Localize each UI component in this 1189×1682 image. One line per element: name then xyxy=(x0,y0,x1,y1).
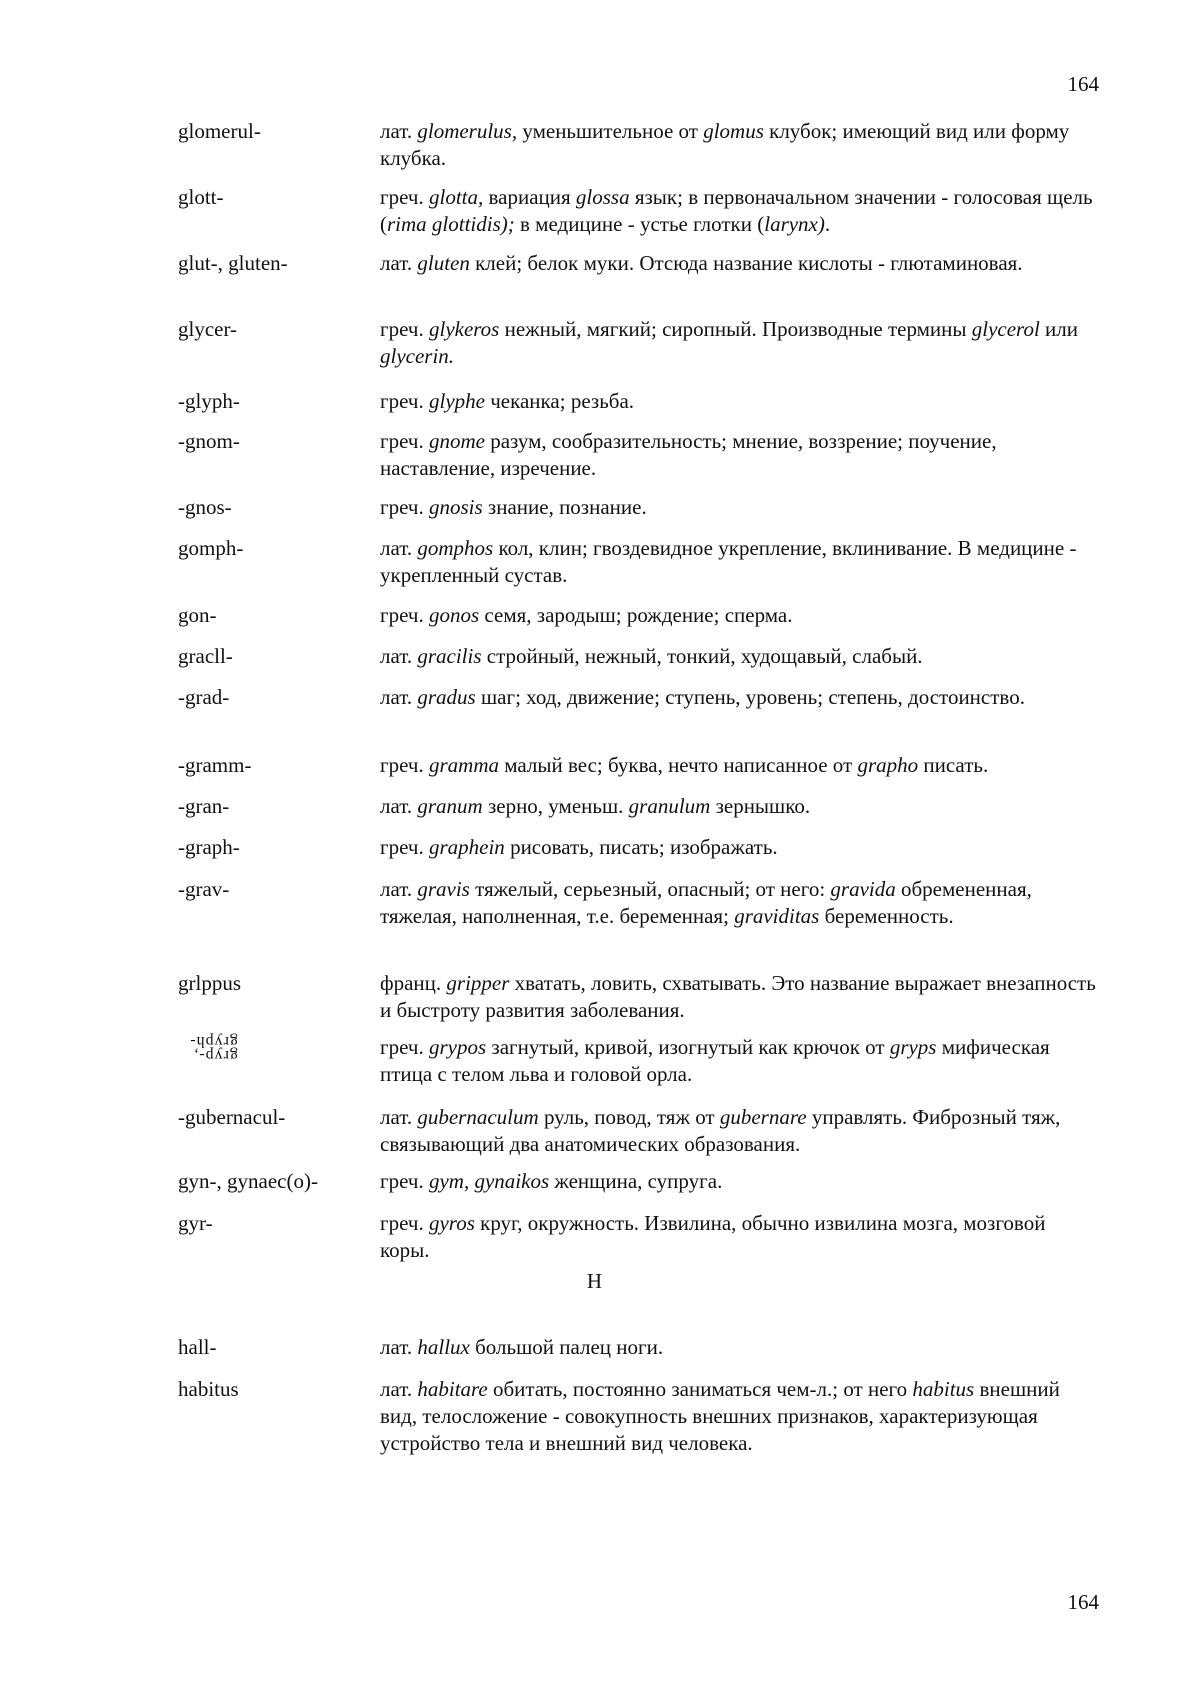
entry-term: glomerul- xyxy=(178,119,261,143)
definition-italic-term: gradus xyxy=(417,685,476,709)
definition-italic-term: glotta, xyxy=(428,185,484,209)
entry-definition xyxy=(380,388,1100,415)
definition-italic-term: habitus xyxy=(912,1377,975,1401)
definition-italic-term: gnome xyxy=(428,429,485,453)
definition-text: греч. xyxy=(380,1169,429,1193)
definition-italic-term: gripper xyxy=(446,971,510,995)
entry-definition xyxy=(380,876,1100,930)
definition-text: разум, сообразительность; мнение, воззрение; поучение, наставление, изречение. xyxy=(380,429,997,480)
definition-text: греч. xyxy=(380,317,429,341)
entry-term: -grad- xyxy=(178,685,230,709)
definition-italic-term: glykeros xyxy=(428,317,500,341)
definition-text: вариация xyxy=(483,185,576,209)
entry-term: gyr- xyxy=(178,1211,213,1235)
definition-italic-term: glycerin. xyxy=(380,344,455,368)
definition-text: внешний вид, телосложение - совокупность внешних признаков, характеризующая устройство тела и внешний вид человека. xyxy=(380,1377,1060,1455)
entry-definition xyxy=(380,1376,1100,1457)
definition-text: греч. xyxy=(380,185,429,209)
definition-text: греч. xyxy=(380,495,429,519)
entry-term: glott- xyxy=(178,185,224,209)
definition-text: рисовать, писать; изображать. xyxy=(504,835,778,859)
definition-text: писать. xyxy=(918,753,989,777)
definition-text: греч. xyxy=(380,389,429,413)
entry-term: gracll- xyxy=(178,644,233,668)
entry-term-rotated: gryp-, gryph- xyxy=(189,1033,238,1064)
definition-text: уменьшительное от xyxy=(517,119,704,143)
definition-text: язык; в первоначальном значении - голосовая щель ( xyxy=(380,185,1093,236)
entry-term: -gran- xyxy=(178,794,230,818)
entry-definition xyxy=(380,1104,1100,1158)
definition-text: франц. xyxy=(380,971,447,995)
definition-italic-term: rima glottidis); xyxy=(387,212,515,236)
definition-italic-term: glycerol xyxy=(971,317,1040,341)
definition-text: беременность. xyxy=(819,904,954,928)
definition-text: круг, окружность. Извилина, обычно извилина мозга, мозговой коры. xyxy=(380,1211,1046,1262)
definition-text: лат. xyxy=(380,536,418,560)
entry-definition xyxy=(380,535,1100,589)
definition-italic-term: gonos xyxy=(428,603,480,627)
entry-term: -grav- xyxy=(178,877,230,901)
definition-text: кол, клин; гвоздевидное укрепление, вклинивание. В медицине - укрепленный сустав. xyxy=(380,536,1077,587)
definition-text: нежный, мягкий; сиропный. Производные термины xyxy=(499,317,972,341)
definition-italic-term: gracilis xyxy=(417,644,482,668)
definition-italic-term: gubernaculum xyxy=(417,1105,539,1129)
entry-definition xyxy=(380,793,1100,820)
entry-definition xyxy=(380,970,1100,1024)
definition-text: лат. xyxy=(380,1377,418,1401)
definition-text: мифическая птица с телом льва и головой орла. xyxy=(380,1035,1050,1086)
definition-text: обитать, постоянно заниматься чем-л.; от него xyxy=(487,1377,913,1401)
definition-text: . xyxy=(824,212,831,236)
definition-text: малый вес; буква, нечто написанное от xyxy=(499,753,858,777)
entry-definition xyxy=(380,250,1100,277)
definition-italic-term: gryps xyxy=(889,1035,937,1059)
definition-italic-term: glomerulus, xyxy=(417,119,518,143)
definition-text: лат. xyxy=(380,1335,418,1359)
definition-italic-term: glossa xyxy=(575,185,630,209)
definition-italic-term: gluten xyxy=(417,251,470,275)
definition-italic-term: habitare xyxy=(417,1377,488,1401)
definition-text: в медицине - устье глотки ( xyxy=(514,212,765,236)
definition-italic-term: graviditas xyxy=(734,904,820,928)
definition-text: женщина, супруга. xyxy=(549,1169,723,1193)
definition-italic-term: glyphe xyxy=(428,389,485,413)
entry-term: grlppus xyxy=(178,971,241,995)
definition-italic-term: gubernare xyxy=(719,1105,807,1129)
entry-definition xyxy=(380,184,1100,238)
definition-italic-term: gyros xyxy=(428,1211,475,1235)
definition-italic-term: larynx) xyxy=(764,212,825,236)
entry-definition xyxy=(380,1334,1100,1361)
entry-term: -gnos- xyxy=(178,495,232,519)
definition-italic-term: granulum xyxy=(628,794,711,818)
definition-text: греч. xyxy=(380,835,429,859)
definition-text: лат. xyxy=(380,794,418,818)
definition-text: семя, зародыш; рождение; сперма. xyxy=(479,603,793,627)
definition-text: загнутый, кривой, изогнутый как крючок от xyxy=(486,1035,890,1059)
definition-italic-term: grapho xyxy=(857,753,919,777)
definition-text: хватать, ловить, схватывать. Это название выражает внезапность и быстроту развития заболевания. xyxy=(380,971,1096,1022)
definition-text: греч. xyxy=(380,429,429,453)
definition-text: лат. xyxy=(380,644,418,668)
definition-text: лат. xyxy=(380,119,418,143)
definition-italic-term: hallux xyxy=(417,1335,470,1359)
definition-italic-term: gomphos xyxy=(417,536,494,560)
definition-text: зернышко. xyxy=(710,794,811,818)
entry-definition xyxy=(380,1168,1100,1195)
definition-text: знание, познание. xyxy=(482,495,647,519)
entry-definition xyxy=(380,752,1100,779)
definition-text: стройный, нежный, тонкий, худощавый, слабый. xyxy=(481,644,923,668)
definition-text: или xyxy=(1039,317,1078,341)
entry-term: -graph- xyxy=(178,835,240,859)
definition-text: управлять. Фиброзный тяж, связывающий два анатомических образования. xyxy=(380,1105,1061,1156)
section-heading-h: H xyxy=(586,1269,603,1293)
definition-text: клей; белок муки. Отсюда название кислоты - глютаминовая. xyxy=(469,251,1023,275)
page-number-top: 164 xyxy=(1067,72,1099,96)
entry-term: gyn-, gynaec(o)- xyxy=(178,1169,318,1193)
entry-definition xyxy=(380,494,1100,521)
entry-definition xyxy=(380,118,1100,172)
entry-term: -gramm- xyxy=(178,753,252,777)
definition-text: чеканка; резьба. xyxy=(484,389,635,413)
entry-term: -glyph- xyxy=(178,389,240,413)
definition-text: лат. xyxy=(380,1105,418,1129)
definition-italic-term: gravis xyxy=(417,877,470,901)
definition-text: лат. xyxy=(380,251,418,275)
definition-text: руль, повод, тяж от xyxy=(538,1105,720,1129)
definition-italic-term: gravida xyxy=(830,877,896,901)
definition-text: греч. xyxy=(380,603,429,627)
page-number-bottom: 164 xyxy=(1067,1590,1099,1614)
entry-definition xyxy=(380,602,1100,629)
definition-italic-term: gnosis xyxy=(428,495,483,519)
entry-definition xyxy=(380,684,1100,711)
definition-italic-term: graphein xyxy=(428,835,505,859)
entry-definition xyxy=(380,1034,1100,1088)
definition-italic-term: grypos xyxy=(428,1035,487,1059)
entry-term: glut-, gluten- xyxy=(178,251,288,275)
definition-italic-term: gym, gynaikos xyxy=(428,1169,550,1193)
definition-text: лат. xyxy=(380,877,418,901)
definition-italic-term: granum xyxy=(417,794,483,818)
entry-definition xyxy=(380,1210,1100,1264)
definition-italic-term: glomus xyxy=(703,119,764,143)
entry-definition xyxy=(380,316,1100,370)
definition-text: греч. xyxy=(380,1035,429,1059)
definition-text: греч. xyxy=(380,1211,429,1235)
definition-text: тяжелый, серьезный, опасный; от него: xyxy=(469,877,831,901)
definition-text: шаг; ход, движение; ступень, уровень; степень, достоинство. xyxy=(475,685,1025,709)
entry-definition xyxy=(380,643,1100,670)
entry-term xyxy=(178,1034,238,1066)
definition-text: зерно, уменьш. xyxy=(482,794,629,818)
definition-text: лат. xyxy=(380,685,418,709)
entry-term: gomph- xyxy=(178,536,244,560)
definition-text: клубок; имеющий вид или форму клубка. xyxy=(380,119,1070,170)
entry-term: gon- xyxy=(178,603,217,627)
definition-italic-term: gramma xyxy=(428,753,499,777)
definition-text: обремененная, тяжелая, наполненная, т.е. беременная; xyxy=(380,877,1032,928)
entry-term: -gubernacul- xyxy=(178,1105,286,1129)
entry-definition xyxy=(380,428,1100,482)
definition-text: большой палец ноги. xyxy=(469,1335,664,1359)
entry-term: -gnom- xyxy=(178,429,240,453)
entry-definition xyxy=(380,834,1100,861)
entry-term: glycer- xyxy=(178,317,238,341)
definition-text: греч. xyxy=(380,753,429,777)
entry-term: hall- xyxy=(178,1335,217,1359)
entry-term: habitus xyxy=(178,1377,239,1401)
